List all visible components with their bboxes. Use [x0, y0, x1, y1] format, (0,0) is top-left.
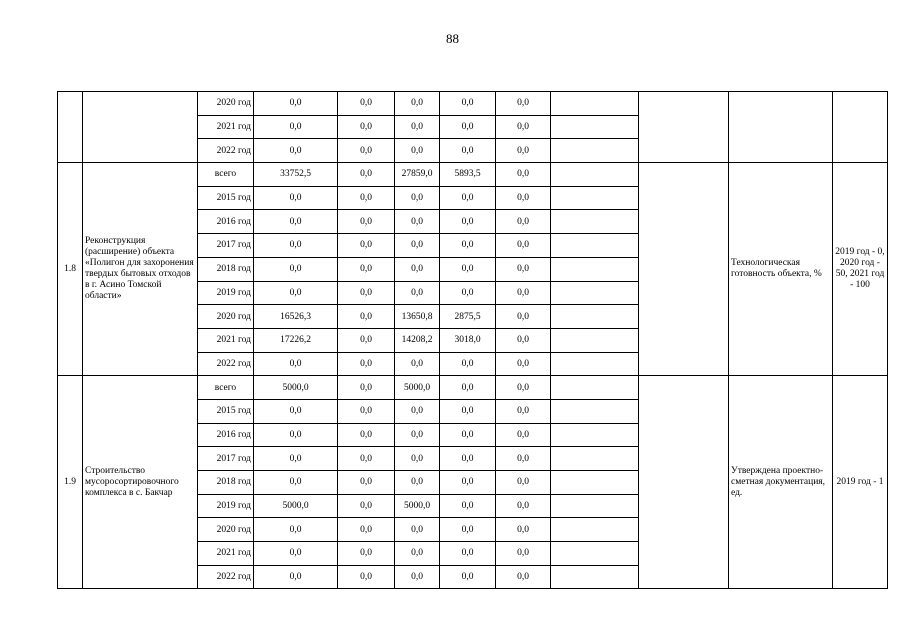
- value-cell: 0,0: [496, 399, 551, 423]
- value-cell: 0,0: [338, 210, 395, 234]
- empty-cell: [551, 115, 639, 139]
- value-cell: 0,0: [496, 281, 551, 305]
- value-cell: 0,0: [395, 186, 440, 210]
- value-cell: 0,0: [496, 494, 551, 518]
- program-table: [57, 91, 888, 589]
- year-cell: 2016 год: [198, 423, 254, 447]
- year-cell: всего: [198, 376, 254, 400]
- item-number: 1.8: [58, 163, 83, 376]
- value-cell: 0,0: [338, 494, 395, 518]
- value-cell: 0,0: [338, 234, 395, 258]
- year-cell: 2017 год: [198, 447, 254, 471]
- value-cell: 0,0: [496, 565, 551, 589]
- value-cell: 0,0: [338, 565, 395, 589]
- value-cell: 0,0: [496, 423, 551, 447]
- value-cell: 0,0: [440, 352, 496, 376]
- table-row: [58, 376, 888, 400]
- value-cell: 0,0: [254, 565, 338, 589]
- year-cell: 2020 год: [198, 305, 254, 329]
- empty-cell: [551, 163, 639, 187]
- empty-cell: [551, 352, 639, 376]
- value-cell: 0,0: [440, 423, 496, 447]
- empty-cell: [551, 210, 639, 234]
- year-cell: 2015 год: [198, 186, 254, 210]
- value-cell: 0,0: [395, 399, 440, 423]
- value-cell: 5893,5: [440, 163, 496, 187]
- empty-cell: [639, 376, 729, 589]
- empty-cell: [551, 565, 639, 589]
- value-cell: 16526,3: [254, 305, 338, 329]
- value-cell: 0,0: [496, 542, 551, 566]
- empty-cell: [551, 328, 639, 352]
- value-cell: 0,0: [496, 257, 551, 281]
- value-cell: 0,0: [440, 281, 496, 305]
- indicator-name: [729, 92, 833, 163]
- value-cell: 0,0: [338, 186, 395, 210]
- value-cell: 0,0: [254, 447, 338, 471]
- empty-cell: [551, 139, 639, 163]
- year-cell: 2021 год: [198, 115, 254, 139]
- value-cell: 0,0: [440, 376, 496, 400]
- year-cell: 2022 год: [198, 139, 254, 163]
- value-cell: 14208,2: [395, 328, 440, 352]
- value-cell: 0,0: [440, 542, 496, 566]
- value-cell: 0,0: [496, 139, 551, 163]
- indicator-value: [833, 92, 888, 163]
- indicator-value: 2019 год - 0, 2020 год - 50, 2021 год - 100: [833, 163, 888, 376]
- value-cell: 0,0: [338, 92, 395, 116]
- year-cell: 2022 год: [198, 565, 254, 589]
- value-cell: 2875,5: [440, 305, 496, 329]
- year-cell: 2016 год: [198, 210, 254, 234]
- indicator-value: 2019 год - 1: [833, 376, 888, 589]
- value-cell: 0,0: [395, 139, 440, 163]
- year-cell: 2019 год: [198, 281, 254, 305]
- value-cell: 0,0: [338, 139, 395, 163]
- empty-cell: [639, 92, 729, 163]
- value-cell: 0,0: [440, 257, 496, 281]
- value-cell: 0,0: [395, 92, 440, 116]
- year-cell: 2021 год: [198, 542, 254, 566]
- indicator-name: Технологическая готовность объекта, %: [729, 163, 833, 376]
- table-body: [58, 92, 888, 589]
- table-row: [58, 92, 888, 116]
- value-cell: 0,0: [254, 210, 338, 234]
- empty-cell: [551, 376, 639, 400]
- value-cell: 0,0: [338, 352, 395, 376]
- value-cell: 0,0: [338, 399, 395, 423]
- value-cell: 0,0: [338, 328, 395, 352]
- value-cell: 17226,2: [254, 328, 338, 352]
- value-cell: 0,0: [440, 92, 496, 116]
- value-cell: 0,0: [254, 186, 338, 210]
- value-cell: 0,0: [254, 352, 338, 376]
- page-number: 88: [446, 31, 459, 46]
- value-cell: 0,0: [496, 352, 551, 376]
- year-cell: 2015 год: [198, 399, 254, 423]
- value-cell: 0,0: [254, 542, 338, 566]
- year-cell: 2020 год: [198, 518, 254, 542]
- empty-cell: [551, 518, 639, 542]
- value-cell: 0,0: [440, 471, 496, 495]
- value-cell: 3018,0: [440, 328, 496, 352]
- value-cell: 0,0: [395, 257, 440, 281]
- empty-cell: [551, 257, 639, 281]
- year-cell: всего: [198, 163, 254, 187]
- empty-cell: [551, 494, 639, 518]
- year-cell: 2022 год: [198, 352, 254, 376]
- value-cell: 0,0: [395, 542, 440, 566]
- value-cell: 0,0: [254, 471, 338, 495]
- year-cell: 2020 год: [198, 92, 254, 116]
- value-cell: 0,0: [440, 186, 496, 210]
- value-cell: 0,0: [440, 210, 496, 234]
- value-cell: 0,0: [496, 518, 551, 542]
- value-cell: 5000,0: [254, 376, 338, 400]
- value-cell: 0,0: [254, 257, 338, 281]
- value-cell: 0,0: [395, 115, 440, 139]
- value-cell: 0,0: [254, 92, 338, 116]
- value-cell: 27859,0: [395, 163, 440, 187]
- value-cell: 0,0: [254, 518, 338, 542]
- empty-cell: [551, 399, 639, 423]
- value-cell: 0,0: [395, 471, 440, 495]
- value-cell: 0,0: [254, 281, 338, 305]
- value-cell: 0,0: [338, 423, 395, 447]
- value-cell: 0,0: [338, 281, 395, 305]
- value-cell: 0,0: [338, 542, 395, 566]
- value-cell: 0,0: [440, 518, 496, 542]
- value-cell: 0,0: [496, 92, 551, 116]
- value-cell: 0,0: [338, 115, 395, 139]
- empty-cell: [551, 447, 639, 471]
- value-cell: 0,0: [395, 281, 440, 305]
- item-number: 1.9: [58, 376, 83, 589]
- empty-cell: [551, 471, 639, 495]
- value-cell: 0,0: [395, 352, 440, 376]
- value-cell: 0,0: [440, 234, 496, 258]
- value-cell: 0,0: [440, 494, 496, 518]
- value-cell: 0,0: [254, 234, 338, 258]
- year-cell: 2017 год: [198, 234, 254, 258]
- value-cell: 0,0: [254, 399, 338, 423]
- value-cell: 0,0: [338, 305, 395, 329]
- value-cell: 0,0: [395, 518, 440, 542]
- value-cell: 0,0: [440, 565, 496, 589]
- item-name: Строительство мусоросортировочного комплекса в с. Бакчар: [83, 376, 198, 589]
- value-cell: 0,0: [496, 376, 551, 400]
- year-cell: 2018 год: [198, 471, 254, 495]
- indicator-name: Утверждена проектно-сметная документация, ед.: [729, 376, 833, 589]
- item-name: [83, 92, 198, 163]
- value-cell: 5000,0: [395, 376, 440, 400]
- table-row: [58, 163, 888, 187]
- value-cell: 0,0: [338, 518, 395, 542]
- empty-cell: [551, 542, 639, 566]
- value-cell: 0,0: [338, 163, 395, 187]
- value-cell: 0,0: [496, 305, 551, 329]
- value-cell: 0,0: [254, 423, 338, 447]
- value-cell: 0,0: [496, 471, 551, 495]
- year-cell: 2021 год: [198, 328, 254, 352]
- value-cell: 0,0: [395, 210, 440, 234]
- value-cell: 0,0: [338, 471, 395, 495]
- empty-cell: [551, 305, 639, 329]
- value-cell: 0,0: [440, 399, 496, 423]
- value-cell: 13650,8: [395, 305, 440, 329]
- year-cell: 2019 год: [198, 494, 254, 518]
- item-number: [58, 92, 83, 163]
- empty-cell: [551, 92, 639, 116]
- value-cell: 0,0: [496, 186, 551, 210]
- value-cell: 0,0: [395, 447, 440, 471]
- value-cell: 5000,0: [395, 494, 440, 518]
- value-cell: 0,0: [338, 376, 395, 400]
- value-cell: 0,0: [496, 447, 551, 471]
- empty-cell: [639, 163, 729, 376]
- value-cell: 0,0: [395, 234, 440, 258]
- value-cell: 0,0: [496, 210, 551, 234]
- value-cell: 0,0: [496, 115, 551, 139]
- value-cell: 0,0: [440, 447, 496, 471]
- value-cell: 5000,0: [254, 494, 338, 518]
- value-cell: 0,0: [395, 565, 440, 589]
- value-cell: 0,0: [254, 139, 338, 163]
- empty-cell: [551, 234, 639, 258]
- empty-cell: [551, 281, 639, 305]
- value-cell: 0,0: [440, 139, 496, 163]
- value-cell: 0,0: [496, 163, 551, 187]
- value-cell: 0,0: [496, 234, 551, 258]
- value-cell: 33752,5: [254, 163, 338, 187]
- empty-cell: [551, 423, 639, 447]
- value-cell: 0,0: [440, 115, 496, 139]
- value-cell: 0,0: [338, 447, 395, 471]
- value-cell: 0,0: [254, 115, 338, 139]
- value-cell: 0,0: [395, 423, 440, 447]
- value-cell: 0,0: [338, 257, 395, 281]
- empty-cell: [551, 186, 639, 210]
- year-cell: 2018 год: [198, 257, 254, 281]
- value-cell: 0,0: [496, 328, 551, 352]
- item-name: Реконструкция (расширение) объекта «Полигон для захоронения твердых бытовых отходов в г. Асино Томской области»: [83, 163, 198, 376]
